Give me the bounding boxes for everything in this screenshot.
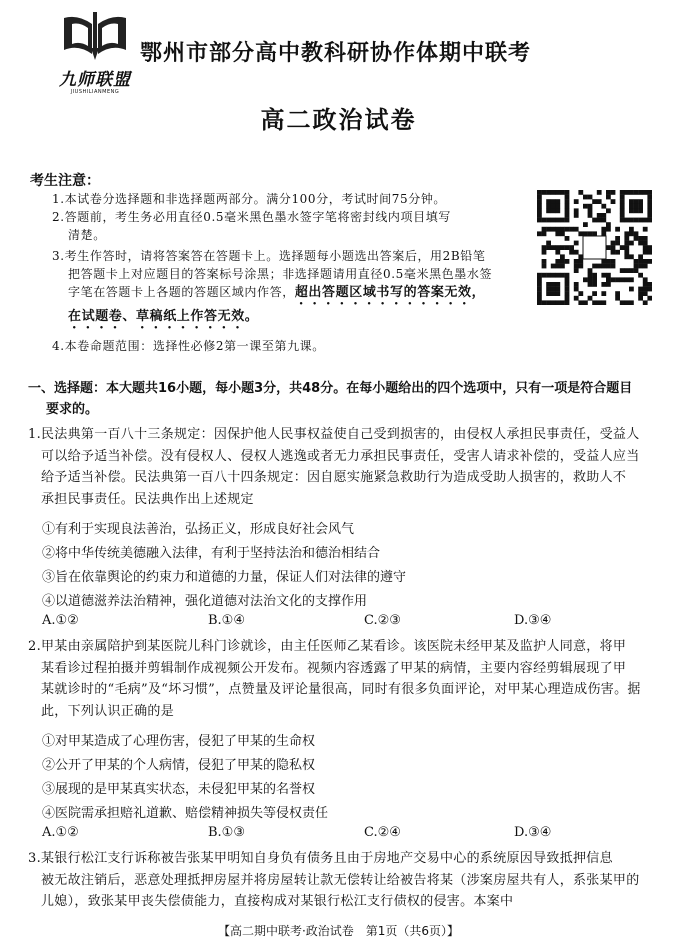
question-1-stem <box>28 424 668 510</box>
question-line: 被无故注销后，恶意处理抵押房屋并将房屋转让款无偿转让给被告将某（涉案房屋共有人，系张某甲的 <box>41 872 640 888</box>
choice-b[interactable]: B.①③ <box>208 825 245 840</box>
publisher-logo <box>52 10 138 98</box>
question-line: 儿媳），致张某甲丧失偿债能力，直接构成对某银行松江支行债权的侵害。本案中 <box>41 894 514 909</box>
question-1-option-4: ④以道德滋养法治精神，强化道德对法治文化的支撑作用 <box>42 594 368 609</box>
section-title <box>28 378 668 420</box>
question-line: 此，下列认识正确的是 <box>41 703 175 719</box>
choice-d[interactable]: D.③④ <box>514 825 552 840</box>
question-2-option-1: ①对甲某造成了心理伤害，侵犯了甲某的生命权 <box>42 734 316 749</box>
question-1-option-2: ②将中华传统美德融入法律，有利于坚持法治和德治相结合 <box>42 546 381 561</box>
qr-code-icon <box>537 190 652 305</box>
section-title-line: 要求的。 <box>46 402 99 417</box>
page-footer: 【高二期中联考·政治试卷 第1页（共6页）】 <box>217 924 460 938</box>
question-line: 承担民事责任。民法典作出上述规定 <box>41 491 254 507</box>
question-line: 给予适当补偿。民法典第一百八十四条规定：因自愿实施紧急救助行为造成受助人损害的，救助人不 <box>41 470 627 485</box>
notice-emphasis: 在试题卷、草稿纸上作答无效。 <box>68 309 259 324</box>
question-2-option-2: ②公开了甲某的个人病情，侵犯了甲某的隐私权 <box>42 758 316 773</box>
logo-text: 九师联盟 <box>59 70 131 90</box>
book-pen-logo-icon <box>52 10 138 66</box>
choice-b[interactable]: B.①④ <box>208 613 245 628</box>
question-1-option-3: ③旨在依靠舆论的约束力和道德的力量，保证人们对法律的遵守 <box>42 570 407 585</box>
question-line: 可以给予适当补偿。没有侵权人、侵权人逃逸或者无力承担民事责任，受害人请求补偿的，受益人应当 <box>41 448 640 464</box>
notice-item-3 <box>52 247 532 332</box>
question-line: 2.甲某由亲属陪护到某医院儿科门诊就诊，由主任医师乙某看诊。该医院未经甲某及监护人同意，将甲 <box>28 639 627 654</box>
question-2-option-3: ③展现的是甲某真实状态，未侵犯甲某的名誉权 <box>42 782 316 797</box>
notice-item-2 <box>52 208 532 244</box>
notice-item-1 <box>52 190 532 208</box>
notice-text: 清楚。 <box>68 228 106 242</box>
notice-text: 3.考生作答时，请将答案答在答题卡上。选择题每小题选出答案后，用2B铅笔 <box>52 249 486 263</box>
question-line: 某看诊过程拍摄并剪辑制作成视频公开发布。视频内容透露了甲某的病情，主要内容经剪辑展现了甲 <box>41 660 627 676</box>
exam-header: 鄂州市部分高中教科研协作体期中联考 <box>140 41 532 66</box>
question-line: 3.某银行松江支行诉称被告张某甲明知自身负有债务且由于房地产交易中心的系统原因导致抵押信息 <box>28 851 613 866</box>
question-line: 1.民法典第一百八十三条规定：因保护他人民事权益使自己受到损害的，由侵权人承担民事责任，受益人 <box>28 427 640 442</box>
question-line: 某就诊时的“毛病”及“坏习惯”，点赞量及评论量很高，同时有很多负面评论，对甲某心理造成伤害。据 <box>41 682 641 697</box>
question-1-option-1: ①有利于实现良法善治，弘扬正义，形成良好社会风气 <box>42 522 355 537</box>
notice-heading: 考生注意： <box>30 173 100 189</box>
notice-text: 1.本试卷分选择题和非选择题两部分。满分100分，考试时间75分钟。 <box>52 192 447 206</box>
choice-c[interactable]: C.②③ <box>364 613 401 628</box>
question-2-option-4: ④医院需承担赔礼道歉、赔偿精神损失等侵权责任 <box>42 806 329 821</box>
notice-text: 2.答题前，考生务必用直径0.5毫米黑色墨水签字笔将密封线内项目填写 <box>52 210 451 224</box>
logo-subtext: JIUSHILIANMENG <box>70 89 120 95</box>
choice-a[interactable]: A.①② <box>42 613 79 628</box>
section-title-line: 一、选择题：本大题共16小题，每小题3分，共48分。在每小题给出的四个选项中，只有一项是符合题目 <box>28 381 633 396</box>
notice-item-4 <box>52 337 532 355</box>
notice-text: 字笔在答题卡上各题的答题区域内作答， <box>68 285 295 299</box>
question-2-stem <box>28 636 668 722</box>
notice-text: 把答题卡上对应题目的答案标号涂黑；非选择题请用直径0.5毫米黑色墨水签 <box>68 267 493 281</box>
choice-d[interactable]: D.③④ <box>514 613 552 628</box>
notice-emphasis: 超出答题区域书写的答案无效， <box>294 285 486 300</box>
choice-a[interactable]: A.①② <box>42 825 79 840</box>
paper-title: 高二政治试卷 <box>260 106 417 134</box>
question-3-stem <box>28 848 668 913</box>
notice-text: 4.本卷命题范围：选择性必修2第一课至第九课。 <box>52 339 325 353</box>
choice-c[interactable]: C.②④ <box>364 825 401 840</box>
